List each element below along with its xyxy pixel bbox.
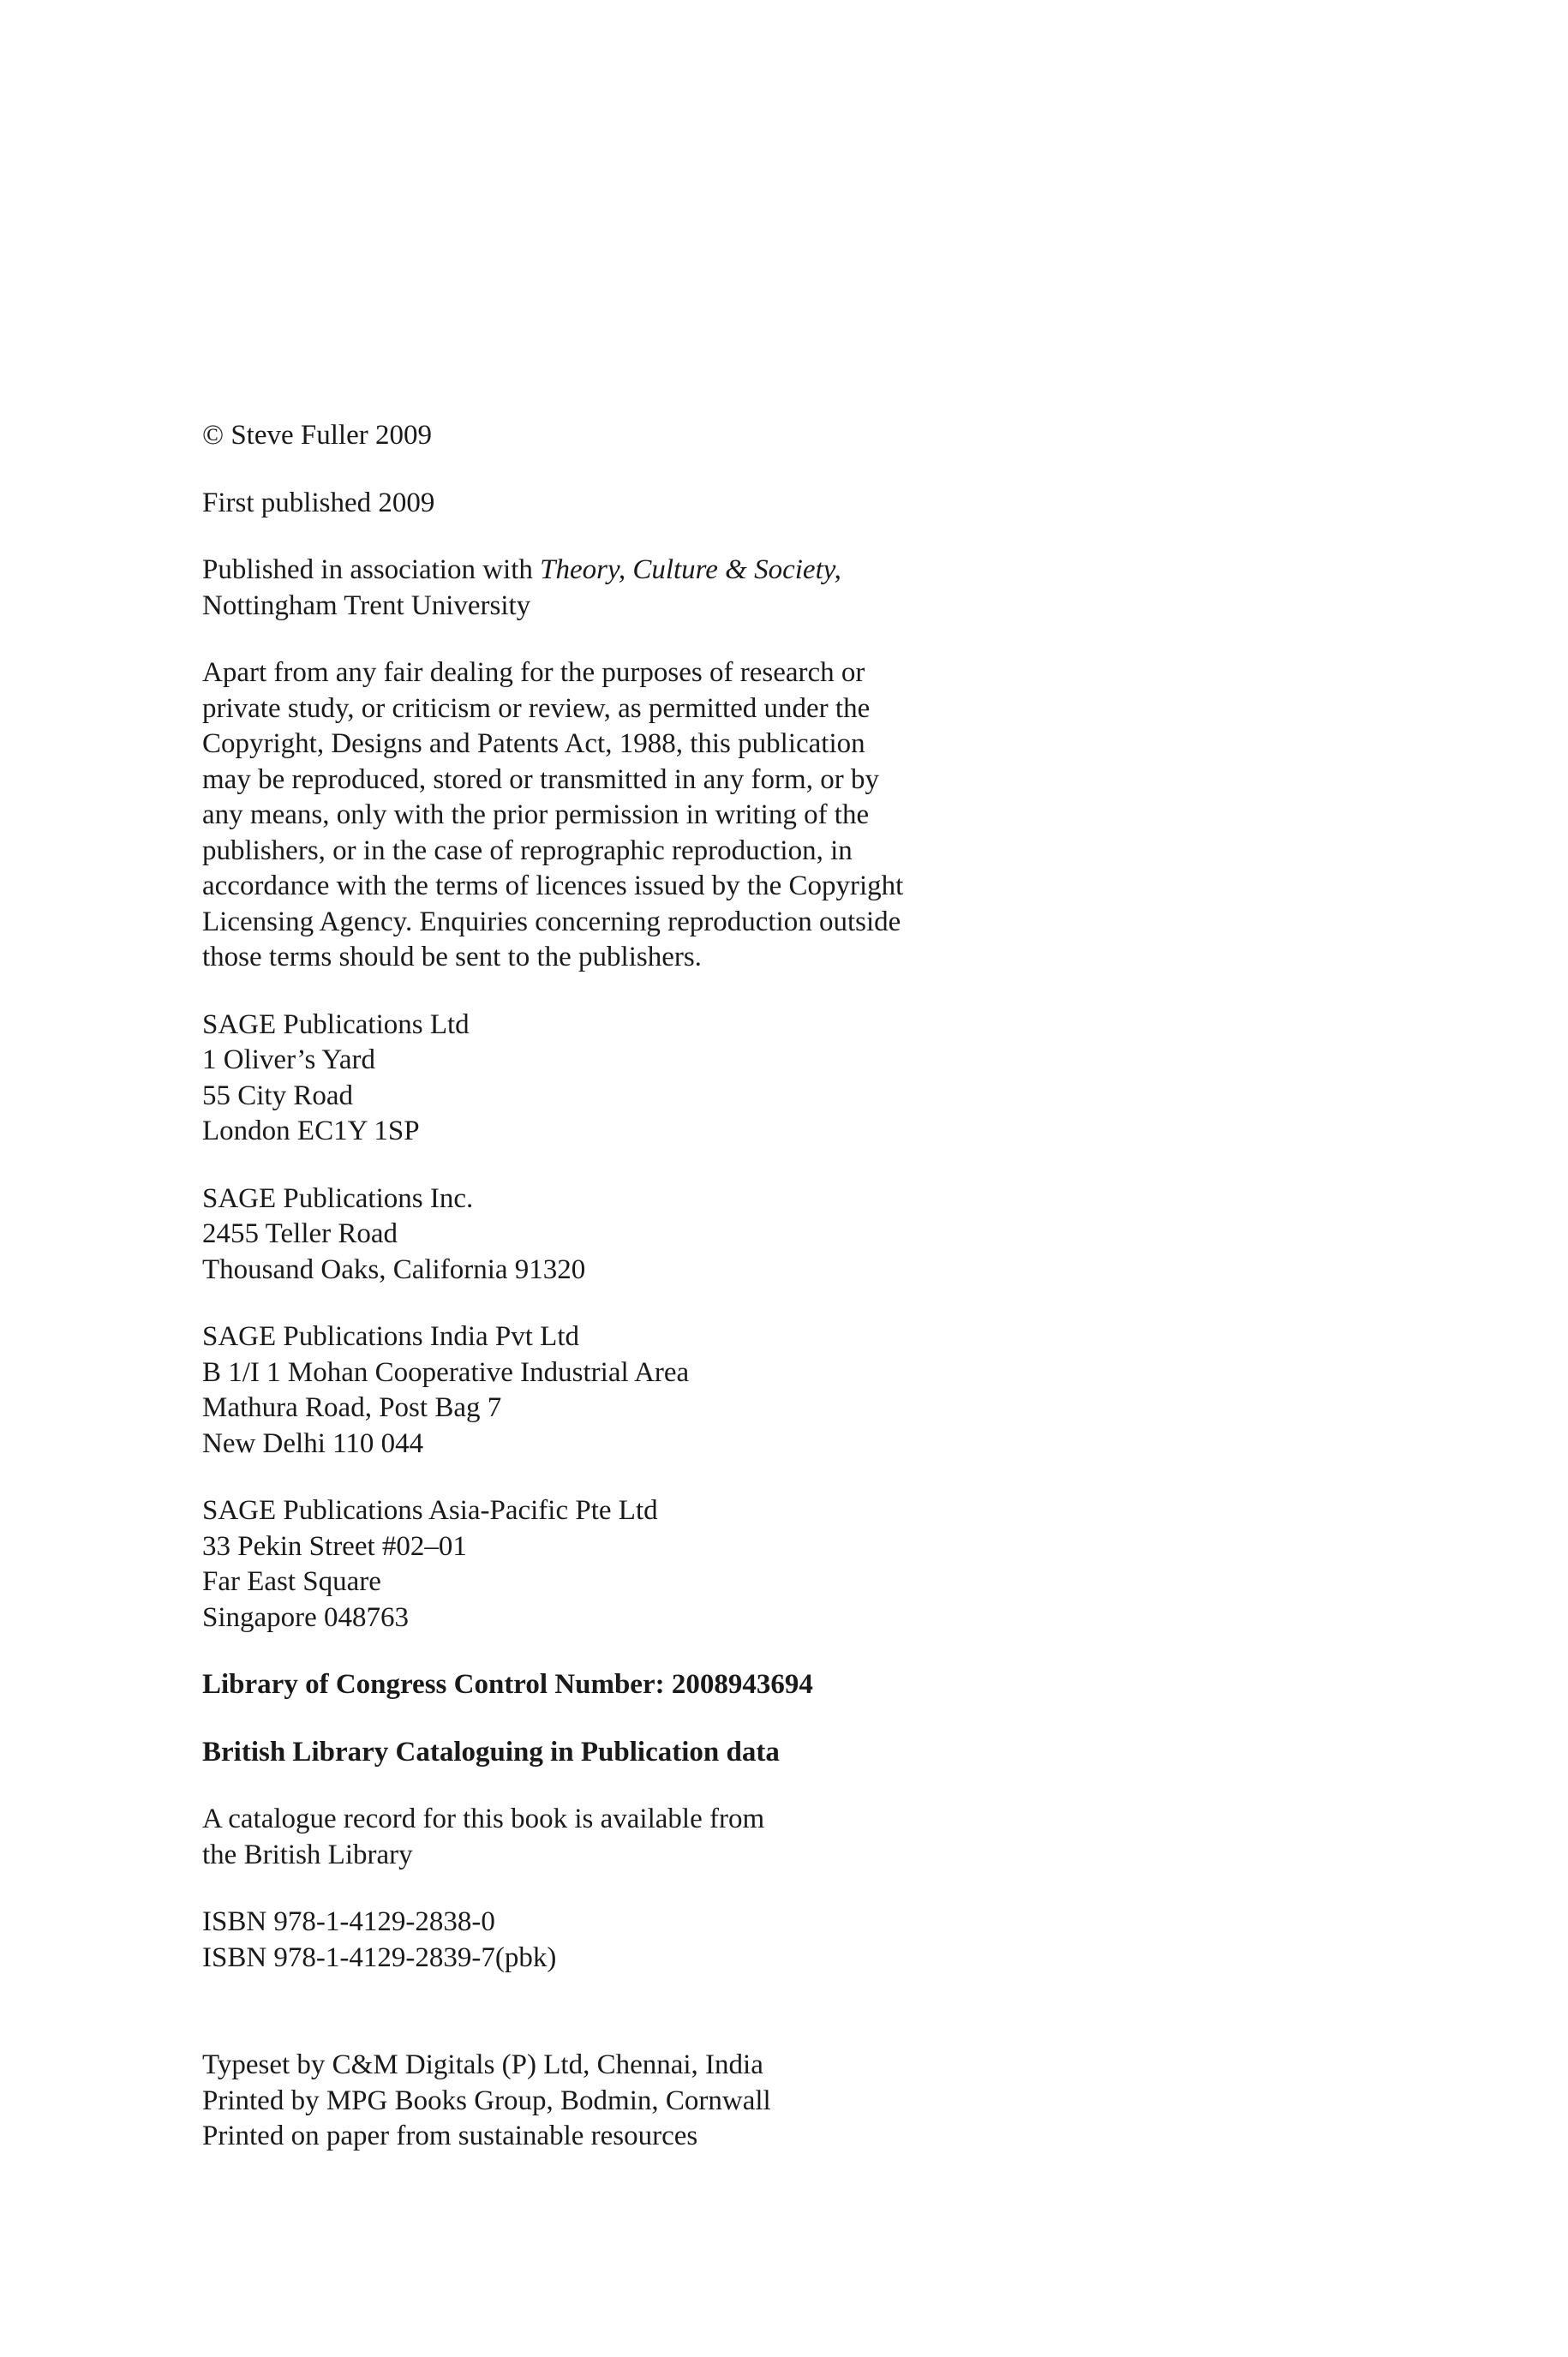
address-line: 33 Pekin Street #02–01: [202, 1530, 467, 1562]
address-line: Mathura Road, Post Bag 7: [202, 1392, 502, 1423]
address-line: New Delhi 110 044: [202, 1427, 424, 1459]
address-line: SAGE Publications Asia-Pacific Pte Ltd: [202, 1495, 658, 1526]
address-line: London EC1Y 1SP: [202, 1116, 420, 1146]
rights-line: accordance with the terms of licences issued by the Copyright: [202, 870, 904, 901]
production-line: Typeset by C&M Digitals (P) Ltd, Chennai, India: [202, 2049, 763, 2080]
bl-cip-heading: British Library Cataloguing in Publication data: [202, 1736, 780, 1768]
address-uk: [202, 1008, 1230, 1150]
copyright-block: [202, 418, 1230, 454]
rights-line: Apart from any fair dealing for the purposes of research or: [202, 657, 865, 688]
address-line: SAGE Publications Inc.: [202, 1182, 474, 1214]
address-line: SAGE Publications India Pvt Ltd: [202, 1321, 579, 1352]
rights-line: private study, or criticism or review, as permitted under the: [202, 692, 871, 724]
copyright-page: [202, 418, 1230, 2187]
bl-cip-block: [202, 1735, 1230, 1771]
isbn-line: ISBN 978-1-4129-2838-0: [202, 1906, 495, 1937]
address-line: Far East Square: [202, 1566, 381, 1597]
rights-notice: [202, 655, 1230, 976]
production-line: Printed on paper from sustainable resources: [202, 2121, 698, 2151]
address-line: 2455 Teller Road: [202, 1218, 398, 1249]
association-prefix: Published in association with: [202, 554, 541, 585]
rights-line: publishers, or in the case of reprographic reproduction, in: [202, 835, 853, 866]
rights-line: Licensing Agency. Enquiries concerning reproduction outside: [202, 906, 901, 937]
journal-title: Theory, Culture & Society,: [540, 554, 841, 585]
isbn-line: ISBN 978-1-4129-2839-7(pbk): [202, 1941, 557, 1973]
address-line: 1 Oliver’s Yard: [202, 1044, 375, 1075]
loc-control-number: Library of Congress Control Number: 2008943694: [202, 1669, 813, 1700]
production-line: Printed by MPG Books Group, Bodmin, Cornwall: [202, 2085, 771, 2116]
catalogue-line: the British Library: [202, 1839, 413, 1870]
rights-line: Copyright, Designs and Patents Act, 1988, this publication: [202, 728, 865, 759]
association-block: [202, 553, 1230, 624]
isbn-block: [202, 1905, 1230, 1976]
rights-line: those terms should be sent to the publishers.: [202, 942, 702, 972]
copyright-line: © Steve Fuller 2009: [202, 420, 432, 451]
association-line: [202, 553, 1230, 589]
address-line: 55 City Road: [202, 1080, 354, 1111]
production-block: [202, 2048, 1230, 2155]
address-singapore: [202, 1493, 1230, 1636]
address-line: Thousand Oaks, California 91320: [202, 1253, 586, 1285]
address-line: Singapore 048763: [202, 1601, 410, 1633]
first-published-line: First published 2009: [202, 487, 435, 518]
rights-line: any means, only with the prior permission in writing of the: [202, 799, 870, 830]
loc-block: [202, 1667, 1230, 1703]
address-us: [202, 1181, 1230, 1289]
address-india: [202, 1319, 1230, 1462]
bl-catalogue-record: [202, 1802, 1230, 1873]
catalogue-line: A catalogue record for this book is available from: [202, 1804, 765, 1834]
institution-line: Nottingham Trent University: [202, 589, 531, 621]
address-line: SAGE Publications Ltd: [202, 1008, 470, 1040]
first-published-block: [202, 486, 1230, 522]
rights-line: may be reproduced, stored or transmitted in any form, or by: [202, 763, 879, 795]
address-line: B 1/I 1 Mohan Cooperative Industrial Area: [202, 1356, 690, 1388]
